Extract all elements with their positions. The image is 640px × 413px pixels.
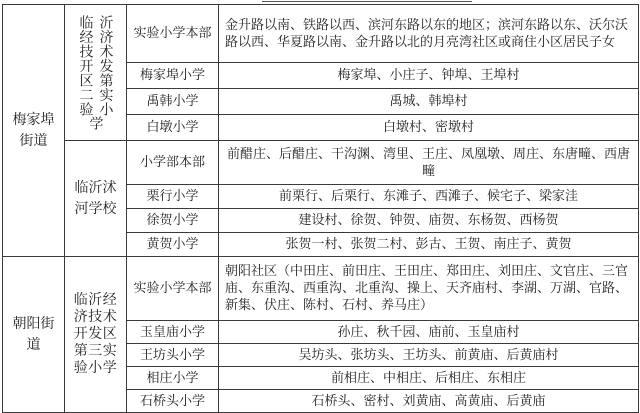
area-cell: 梅家埠、小庄子、钟埠、王埠村 — [219, 63, 639, 89]
school-cell: 临沂沭河学校 — [65, 141, 127, 257]
sub-school-cell: 实验小学本部 — [127, 5, 219, 63]
sub-school-cell: 小学部本部 — [127, 141, 219, 185]
sub-school-cell: 栗行小学 — [127, 185, 219, 209]
school-name-text: 临沂经济技术开发区第三实验小学 — [73, 292, 118, 376]
school-name-col: 临经技开区二验 — [77, 14, 94, 116]
table-row — [3, 257, 639, 321]
sub-school-cell: 禹韩小学 — [127, 89, 219, 115]
sub-school-cell: 黄贺小学 — [127, 233, 219, 257]
sub-school-cell: 白墩小学 — [127, 115, 219, 141]
sub-school-cell: 石桥头小学 — [127, 390, 219, 413]
sub-school-cell: 相庄小学 — [127, 367, 219, 390]
table-row — [3, 5, 639, 63]
table-row — [3, 141, 639, 185]
area-cell: 张贺一村、张贺二村、彭古、王贺、南庄子、黄贺 — [219, 233, 639, 257]
area-cell: 前相庄、中相庄、后相庄、东相庄 — [219, 367, 639, 390]
sub-school-cell: 王坊头小学 — [127, 344, 219, 367]
sub-school-cell: 实验小学本部 — [127, 257, 219, 321]
area-cell: 建设村、徐贺、钟贺、庙贺、东杨贺、西杨贺 — [219, 209, 639, 233]
area-cell: 前醋庄、后醋庄、干沟渊、湾里、王庄、凤凰墩、周庄、东唐疃、西唐疃 — [219, 141, 639, 185]
area-cell: 朝阳社区（中田庄、前田庄、王田庄、郑田庄、刘田庄、文官庄、三官庙、东重沟、西重沟、北重沟、操上、天齐庙村、李湖、万湖、官路、新集、伏庄、陈村、石村、养马庄） — [219, 257, 639, 321]
school-cell — [65, 257, 127, 413]
school-cell — [65, 5, 127, 141]
area-cell: 白墩村、密墩村 — [219, 115, 639, 141]
sub-school-cell: 徐贺小学 — [127, 209, 219, 233]
school-name-col: 沂济术发第实小 — [97, 14, 114, 116]
street-cell: 梅家埠街道 — [3, 5, 65, 257]
area-cell: 禹城、韩埠村 — [219, 89, 639, 115]
sub-school-cell: 玉皇庙小学 — [127, 321, 219, 344]
school-name-col: 学 — [87, 116, 104, 131]
area-cell: 吴坊头、张坊头、王坊头、前黄庙、后黄庙村 — [219, 344, 639, 367]
street-cell: 朝阳街道 — [3, 257, 65, 413]
area-cell: 石桥头、密村、刘黄庙、高黄庙、后黄庙 — [219, 390, 639, 413]
area-cell: 前栗行、后栗行、东滩子、西滩子、候宅子、梁家洼 — [219, 185, 639, 209]
area-cell: 孙庄、秋千园、庙前、玉皇庙村 — [219, 321, 639, 344]
sub-school-cell: 梅家埠小学 — [127, 63, 219, 89]
school-district-table — [2, 4, 639, 413]
area-cell: 金升路以南、铁路以西、滨河东路以东的地区；滨河东路以东、沃尔沃路以西、华夏路以南、金升路以北的月亮湾社区或商住小区居民子女 — [219, 5, 639, 63]
